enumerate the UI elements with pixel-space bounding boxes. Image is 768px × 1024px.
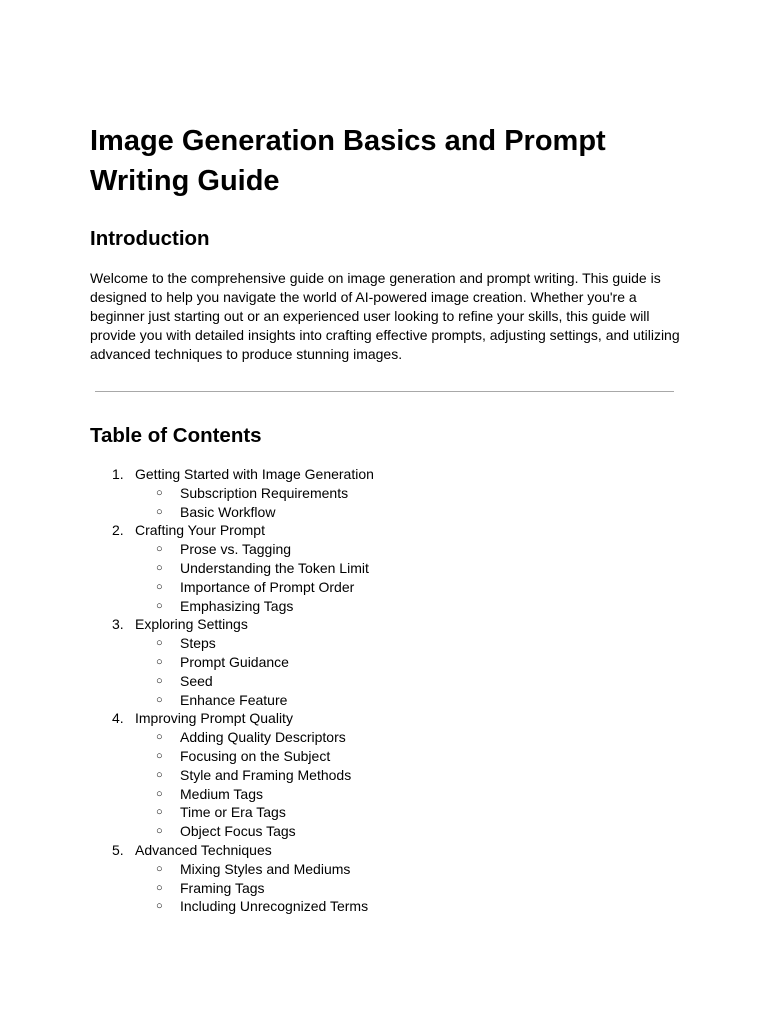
toc-item-label: Exploring Settings <box>135 616 248 633</box>
hollow-circle-bullet-icon: ○ <box>156 637 163 650</box>
page-title: Image Generation Basics and Prompt Writing Guide <box>90 125 606 197</box>
toc-sub-item-label: Focusing on the Subject <box>180 747 331 764</box>
toc-sub-item <box>135 822 374 841</box>
toc-sub-item-label: Object Focus Tags <box>180 823 296 840</box>
hollow-circle-bullet-icon: ○ <box>156 881 163 894</box>
toc-sub-item-label: Mixing Styles and Mediums <box>180 860 351 877</box>
toc-sub-item-label: Seed <box>180 672 213 689</box>
toc-sub-item-label: Enhance Feature <box>180 691 288 708</box>
toc-item <box>90 709 374 841</box>
toc-sub-item-label: Steps <box>180 635 216 652</box>
toc-sub-list <box>135 540 374 615</box>
toc-sub-item <box>135 540 374 559</box>
toc-sub-item-label: Importance of Prompt Order <box>180 578 355 595</box>
toc-item-number: 2. <box>112 522 124 539</box>
toc-sub-item-label: Including Unrecognized Terms <box>180 898 369 915</box>
introduction-paragraph: Welcome to the comprehensive guide on image generation and prompt writing. This guide is designed to help you navigate the world of AI-powered image creation. Whether you're a beginner just starting out or an experienced user looking to refine your skills, this guide will provide you with detailed insights into crafting effective prompts, adjusting settings, and utilizing advanced techniques to produce stunning images. <box>90 270 680 362</box>
toc-sub-item-label: Understanding the Token Limit <box>180 559 369 576</box>
toc-item <box>90 521 374 615</box>
toc-sub-item <box>135 653 374 672</box>
toc-sub-item <box>135 860 374 879</box>
hollow-circle-bullet-icon: ○ <box>156 768 163 781</box>
toc-item-label: Advanced Techniques <box>135 841 272 858</box>
hollow-circle-bullet-icon: ○ <box>156 674 163 687</box>
hollow-circle-bullet-icon: ○ <box>156 486 163 499</box>
hollow-circle-bullet-icon: ○ <box>156 505 163 518</box>
toc-sub-item <box>135 672 374 691</box>
toc-item <box>90 841 374 916</box>
toc-item-number: 4. <box>112 710 124 727</box>
toc-sub-item <box>135 559 374 578</box>
toc-item-label: Getting Started with Image Generation <box>135 466 374 482</box>
toc-sub-item-label: Prose vs. Tagging <box>180 541 292 558</box>
toc-item <box>90 465 374 521</box>
toc-sub-item <box>135 597 374 616</box>
toc-item <box>90 615 374 709</box>
toc-sub-list <box>135 634 374 709</box>
toc-heading: Table of Contents <box>90 424 262 447</box>
toc-sub-item <box>135 503 374 522</box>
toc-sub-item <box>135 879 374 898</box>
toc-sub-item <box>135 766 374 785</box>
toc-sub-item-label: Subscription Requirements <box>180 484 349 501</box>
toc-sub-item-label: Medium Tags <box>180 785 264 802</box>
toc-sub-item-label: Basic Workflow <box>180 503 276 520</box>
hollow-circle-bullet-icon: ○ <box>156 693 163 706</box>
introduction-heading: Introduction <box>90 227 210 250</box>
toc-item-number: 5. <box>112 841 124 858</box>
toc-sub-item <box>135 691 374 710</box>
toc-sub-list <box>135 728 374 841</box>
hollow-circle-bullet-icon: ○ <box>156 731 163 744</box>
hollow-circle-bullet-icon: ○ <box>156 599 163 612</box>
toc-sub-item <box>135 484 374 503</box>
hollow-circle-bullet-icon: ○ <box>156 543 163 556</box>
toc-sub-list <box>135 860 374 916</box>
toc-sub-item-label: Emphasizing Tags <box>180 597 294 614</box>
hollow-circle-bullet-icon: ○ <box>156 825 163 838</box>
hollow-circle-bullet-icon: ○ <box>156 900 163 913</box>
hollow-circle-bullet-icon: ○ <box>156 655 163 668</box>
toc-sub-item-label: Time or Era Tags <box>180 804 286 821</box>
horizontal-divider <box>95 391 674 392</box>
hollow-circle-bullet-icon: ○ <box>156 580 163 593</box>
toc-sub-item-label: Adding Quality Descriptors <box>180 729 346 746</box>
hollow-circle-bullet-icon: ○ <box>156 561 163 574</box>
toc-sub-item <box>135 897 374 916</box>
hollow-circle-bullet-icon: ○ <box>156 862 163 875</box>
toc-sub-item <box>135 634 374 653</box>
hollow-circle-bullet-icon: ○ <box>156 806 163 819</box>
toc-sub-item-label: Style and Framing Methods <box>180 766 352 783</box>
toc-item-number: 1. <box>112 466 124 482</box>
toc-sub-item <box>135 785 374 804</box>
toc-sub-list <box>135 484 374 522</box>
toc-sub-item-label: Framing Tags <box>180 879 265 896</box>
hollow-circle-bullet-icon: ○ <box>156 749 163 762</box>
toc-sub-item <box>135 728 374 747</box>
toc-item-label: Improving Prompt Quality <box>135 710 293 727</box>
toc-sub-item <box>135 578 374 597</box>
toc-sub-item <box>135 747 374 766</box>
hollow-circle-bullet-icon: ○ <box>156 787 163 800</box>
toc-sub-item <box>135 803 374 822</box>
table-of-contents <box>90 465 374 916</box>
toc-sub-item-label: Prompt Guidance <box>180 653 289 670</box>
toc-item-label: Crafting Your Prompt <box>135 522 265 539</box>
toc-item-number: 3. <box>112 616 124 633</box>
